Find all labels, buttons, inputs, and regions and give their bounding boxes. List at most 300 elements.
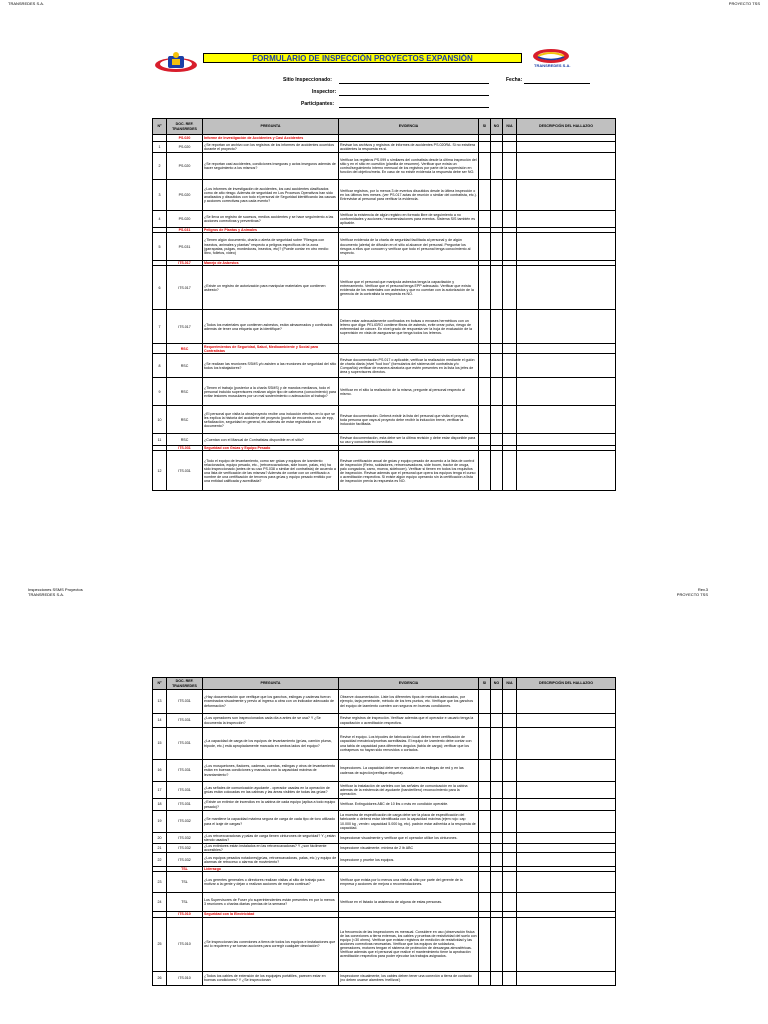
- no-checkbox-cell[interactable]: [491, 153, 503, 180]
- question-number: 8: [153, 354, 167, 378]
- na-checkbox-cell[interactable]: [503, 142, 517, 153]
- evidence-text: Verificar evidencia de la charla de seguridad facilitada al personal y de algún documento (alerta) de difusión en el sitio al alcance del personal. Preguntar los riesgos a ellos que conocen y verificar que todo el personal tenga conocimiento al respecto.: [339, 233, 479, 261]
- doc-ref: ITS.032: [167, 833, 203, 844]
- section-header-row: [153, 344, 616, 354]
- footer-revision: Rev.3: [697, 587, 708, 592]
- doc-ref: ITS.031: [167, 451, 203, 491]
- evidence-text: Revisar certificación anual de grúas y equipo pesado de acuerdo a la lista de control de inspección (Retro, soldadores, retroexcavadoras, side boom, tractor de oruga, palo congadora, carro, mueva, sideboom). Verificar si tienen en todos los requisitos de inspección. Revisar además que el personal que opera los equipos tenga el curso o acreditación respectiva. Si existe algún equipo operando sin la certificación a lista de inspección previa la respuesta es NO.: [339, 451, 479, 491]
- page-header-project: PROYECTO TSS: [728, 1, 760, 6]
- question-row: [153, 782, 616, 799]
- question-row: [153, 406, 616, 434]
- section-cell: [339, 135, 479, 142]
- evidence-text: Verificar la existencia de algún registro en formato libre de seguimiento a no conformidades y acciones / recomendaciones para eventos. Sistema SIS también es aplicable.: [339, 211, 479, 228]
- question-row: [153, 142, 616, 153]
- section-cell: [153, 135, 167, 142]
- question-number: 23: [153, 872, 167, 893]
- question-text: ¿Se reportan casi accidentes, condiciones inseguras y actos inseguros además de hacer seguimiento a los mismos?: [203, 153, 339, 180]
- no-checkbox-cell[interactable]: [491, 354, 503, 378]
- question-row: [153, 180, 616, 211]
- na-checkbox-cell[interactable]: [503, 354, 517, 378]
- no-checkbox-cell[interactable]: [491, 799, 503, 811]
- question-text: ¿Los retroexcavadoras y palas de carga tienen cinturones de seguridad? Y ¿están siendo usados?: [203, 833, 339, 844]
- question-row: [153, 690, 616, 714]
- no-checkbox-cell[interactable]: [491, 760, 503, 782]
- section-cell: [153, 344, 167, 354]
- question-row: [153, 354, 616, 378]
- question-text: ¿Los gerentes generales o directores realizan visitas al sitio de trabajo para motivar a la gente y dejan o realizan acciones de mejora continua?: [203, 872, 339, 893]
- sitio-label: Sitio Inspeccionado:: [283, 77, 332, 83]
- si-checkbox-cell[interactable]: [479, 233, 491, 261]
- hallazgo-input-cell[interactable]: [517, 451, 616, 491]
- doc-ref: ITS.031: [167, 728, 203, 760]
- na-checkbox-cell[interactable]: [503, 451, 517, 491]
- si-checkbox-cell[interactable]: [479, 844, 491, 853]
- evidence-text: Revisar documentación. Deberá existir la lista del personal que visita el proyecto, toda persona que vaya al proyecto debe recibir la inducción breve, verificar la inducción facilitada.: [339, 406, 479, 434]
- no-checkbox-cell[interactable]: [491, 971, 503, 985]
- question-row: [153, 714, 616, 728]
- doc-ref: TSL: [167, 893, 203, 912]
- section-code: PS.020: [167, 135, 203, 142]
- section-cell: [491, 344, 503, 354]
- section-code: RSC: [167, 344, 203, 354]
- question-row: [153, 799, 616, 811]
- na-checkbox-cell[interactable]: [503, 811, 517, 833]
- col-num-header: Nº: [153, 119, 167, 135]
- no-checkbox-cell[interactable]: [491, 728, 503, 760]
- question-row: [153, 872, 616, 893]
- question-text: ¿Se realizan las reuniones SSMS y/o asisten a las reuniones de seguridad del sitio todos los trabajadores?: [203, 354, 339, 378]
- na-checkbox-cell[interactable]: [503, 853, 517, 867]
- evidence-text: La frecuencia de las inspecciones es mensual. Considere en uso (observación física de las conexiones a tierra externas, los cables y pruebas de resistividad del suelo con equipo (<30 ohms). Verificar que existan registros de medición de resistividad y las acciones correctivas necesarias. Verificar que los equipos de soldadura, generadores, motores tengan el sistema de protección de descargas atmosféricas. Verificar además que el personal que realice el mantenimiento tiene la aprobación acreditación respectiva para poder ejecutar los trabajos asignados.: [339, 917, 479, 971]
- hallazgo-input-cell[interactable]: [517, 971, 616, 985]
- no-checkbox-cell[interactable]: [491, 782, 503, 799]
- no-checkbox-cell[interactable]: [491, 266, 503, 310]
- question-text: ¿Los extintores están instalados en las retroexcavadoras? Y ¿son fácilmente accesibles?: [203, 844, 339, 853]
- no-checkbox-cell[interactable]: [491, 917, 503, 971]
- footer-right: [677, 587, 708, 597]
- evidence-text: Verificar en el sitio la realización de la misma, pregunte al personal respecto al mismo.: [339, 378, 479, 406]
- si-checkbox-cell[interactable]: [479, 153, 491, 180]
- no-checkbox-cell[interactable]: [491, 406, 503, 434]
- question-row: [153, 853, 616, 867]
- question-row: [153, 153, 616, 180]
- hallazgo-input-cell[interactable]: [517, 434, 616, 446]
- question-row: [153, 760, 616, 782]
- question-text: ¿El personal que visita la obra/proyecto recibe una inducción efectiva en lo que se les explica la historia del accidente del proyecto (punto de encuentro, uso de epp, señalización, seguridad en general, etc además de estar registrada en un documento?: [203, 406, 339, 434]
- na-checkbox-cell[interactable]: [503, 893, 517, 912]
- question-row: [153, 310, 616, 344]
- si-checkbox-cell[interactable]: [479, 760, 491, 782]
- question-number: 6: [153, 266, 167, 310]
- question-text: ¿Se inspeccionan las conexiones a tierra de todos los equipos e instalaciones que así lo requieren y se toman acciones para corregir cualquier desviación?: [203, 917, 339, 971]
- evidence-text: Verificar registros, por lo menos 3 de eventos discutidos desde la última inspección o en los últimos tres meses. (ver PS.017 actas de reunión o similar del contratista, etc.). Entrevistar al personal para verificar la evidencia.: [339, 180, 479, 211]
- na-checkbox-cell[interactable]: [503, 844, 517, 853]
- page-header-company: TRANSREDES S.A.: [8, 1, 45, 6]
- question-number: 15: [153, 728, 167, 760]
- hallazgo-input-cell[interactable]: [517, 690, 616, 714]
- evidence-text: Observe documentación. Liste los diferentes tipos de metodos adecuados, por ejemplo, tarja penetrante, método de los tres puntos, etc. Verifique que los ganchos del equipo de izamiento cuenten con seguros en buenas condiciones.: [339, 690, 479, 714]
- company-logo-right: [526, 48, 576, 70]
- participantes-input[interactable]: [339, 107, 489, 108]
- form-title: FORMULARIO DE INSPECCIÓN PROYECTOS EXPANSIÓN: [203, 53, 522, 63]
- hallazgo-input-cell[interactable]: [517, 378, 616, 406]
- evidence-text: Deben estar adecuadamente confinados en bolsas o envases herméticos con un letrero que diga: PELIGRO contiene fibras de asbesto, evite crear polvo, riesgo de enfermedad de cáncer. En nivel grado de respuesta ver la hoja de evaluación de la supervisión en vista de asegurarse que tenga todos los letreros.: [339, 310, 479, 344]
- si-checkbox-cell[interactable]: [479, 728, 491, 760]
- na-checkbox-cell[interactable]: [503, 378, 517, 406]
- col-evidencia-header: EVIDENCIA: [339, 678, 479, 690]
- no-checkbox-cell[interactable]: [491, 690, 503, 714]
- no-checkbox-cell[interactable]: [491, 142, 503, 153]
- hallazgo-input-cell[interactable]: [517, 180, 616, 211]
- na-checkbox-cell[interactable]: [503, 782, 517, 799]
- hallazgo-input-cell[interactable]: [517, 917, 616, 971]
- na-checkbox-cell[interactable]: [503, 406, 517, 434]
- question-number: 14: [153, 714, 167, 728]
- inspection-table-page2: [152, 677, 616, 986]
- evidence-text: Revise el equipo. Los tripodes de fabricación local deben tener certificación de capacidad mecánica/pruebas acreditadas. El equipo de izamiento debe contar con una tabla de capacidad para diferentes ángulos (tabla de carga); verificar que los cortrapesos no hayan sido removidos o cortados.: [339, 728, 479, 760]
- question-row: [153, 893, 616, 912]
- si-checkbox-cell[interactable]: [479, 310, 491, 344]
- si-checkbox-cell[interactable]: [479, 406, 491, 434]
- hallazgo-input-cell[interactable]: [517, 354, 616, 378]
- doc-ref: ITS.032: [167, 853, 203, 867]
- question-text: ¿Cuentan con el Manual de Contratistas disponible en el sitio?: [203, 434, 339, 446]
- doc-ref: ITS.031: [167, 782, 203, 799]
- doc-ref: ITS.032: [167, 811, 203, 833]
- hallazgo-input-cell[interactable]: [517, 872, 616, 893]
- no-checkbox-cell[interactable]: [491, 833, 503, 844]
- hallazgo-input-cell[interactable]: [517, 266, 616, 310]
- si-checkbox-cell[interactable]: [479, 451, 491, 491]
- participantes-label: Participantes:: [301, 101, 335, 107]
- section-code: PS.031: [167, 228, 203, 233]
- question-row: [153, 266, 616, 310]
- si-checkbox-cell[interactable]: [479, 853, 491, 867]
- hallazgo-input-cell[interactable]: [517, 714, 616, 728]
- col-num-header: Nº: [153, 678, 167, 690]
- no-checkbox-cell[interactable]: [491, 211, 503, 228]
- doc-ref: TSL: [167, 872, 203, 893]
- hallazgo-input-cell[interactable]: [517, 893, 616, 912]
- hallazgo-input-cell[interactable]: [517, 799, 616, 811]
- fecha-input[interactable]: [524, 83, 590, 84]
- question-row: [153, 844, 616, 853]
- question-text: ¿Las señales de comunicación ayudante - operador usadas en la operación de grúas están colocadas en las cabinas y las áreas visibles de todas las grúas?: [203, 782, 339, 799]
- question-text: ¿Se mantiene la capacidad máxima segura de carga de cada tipo de toro utilizado para el izaje de cargas?: [203, 811, 339, 833]
- col-evidencia-header: EVIDENCIA: [339, 119, 479, 135]
- si-checkbox-cell[interactable]: [479, 180, 491, 211]
- doc-ref: PS.020: [167, 180, 203, 211]
- col-na-header: N/A: [503, 678, 517, 690]
- col-si-header: SI: [479, 678, 491, 690]
- question-number: 11: [153, 434, 167, 446]
- question-number: 18: [153, 799, 167, 811]
- evidence-text: Verificar que exista por lo menos una visita al sitio por parte del gerente de la empresa y acciones de mejora o recomendaciones.: [339, 872, 479, 893]
- section-title: Seguridad con la Electricidad: [203, 912, 339, 917]
- na-checkbox-cell[interactable]: [503, 180, 517, 211]
- evidence-text: Verificar en el listado la asistencia de alguna de estas personas.: [339, 893, 479, 912]
- hallazgo-input-cell[interactable]: [517, 844, 616, 853]
- question-number: 22: [153, 853, 167, 867]
- question-number: 13: [153, 690, 167, 714]
- question-text: ¿Los operadores son inspeccionados cada día a antes de se usa? Y ¿Se documenta la inspección?: [203, 714, 339, 728]
- question-number: 16: [153, 760, 167, 782]
- na-checkbox-cell[interactable]: [503, 690, 517, 714]
- question-row: [153, 811, 616, 833]
- si-checkbox-cell[interactable]: [479, 434, 491, 446]
- question-text: ¿Los informes de investigación de accidentes, los casi accidentes clasificados como de alto riesgo. Además de seguridad en Los Procesos Operativos han sido analizados y discutidos con todo el personal de Seguridad identificando las causas y acciones correctivas para cada evento?: [203, 180, 339, 211]
- doc-ref: PS.020: [167, 153, 203, 180]
- na-checkbox-cell[interactable]: [503, 714, 517, 728]
- hallazgo-input-cell[interactable]: [517, 782, 616, 799]
- question-number: 20: [153, 833, 167, 844]
- no-checkbox-cell[interactable]: [491, 451, 503, 491]
- evidence-text: Revisar documentación, esta debe ser la última revisión y debe estar disponible para su uso y conocimiento inmediato.: [339, 434, 479, 446]
- inspector-input[interactable]: [339, 95, 489, 96]
- si-checkbox-cell[interactable]: [479, 799, 491, 811]
- na-checkbox-cell[interactable]: [503, 266, 517, 310]
- sitio-input[interactable]: [339, 83, 489, 84]
- section-cell: [479, 344, 491, 354]
- evidence-text: Inspeccione visualmente, los cables deben tener una conexión a tierra de contacto (no deben usarse alambres 'mellizos'): [339, 971, 479, 985]
- question-text: ¿Los mosquetones, fiadores, cadenas, cuerdas, eslingas y otros de levantamiento están en buenas condiciones y marcados con la capacidad máxima de levantamiento?: [203, 760, 339, 782]
- question-text: ¿Todos los cables de extensión de los equipajes portátiles, parecen estar en buenas condiciones? Y ¿Se inspeccionan: [203, 971, 339, 985]
- section-title: Manejo de Asbestos: [203, 261, 339, 266]
- section-cell: [491, 135, 503, 142]
- hallazgo-input-cell[interactable]: [517, 153, 616, 180]
- hallazgo-input-cell[interactable]: [517, 211, 616, 228]
- doc-ref: RSC: [167, 378, 203, 406]
- si-checkbox-cell[interactable]: [479, 142, 491, 153]
- no-checkbox-cell[interactable]: [491, 378, 503, 406]
- question-number: 19: [153, 811, 167, 833]
- question-number: 17: [153, 782, 167, 799]
- na-checkbox-cell[interactable]: [503, 153, 517, 180]
- section-code: ITS.031: [167, 446, 203, 451]
- question-number: 7: [153, 310, 167, 344]
- doc-ref: RSC: [167, 406, 203, 434]
- question-row: [153, 211, 616, 228]
- si-checkbox-cell[interactable]: [479, 782, 491, 799]
- doc-ref: PS.020: [167, 142, 203, 153]
- na-checkbox-cell[interactable]: [503, 310, 517, 344]
- hallazgo-input-cell[interactable]: [517, 406, 616, 434]
- hallazgo-input-cell[interactable]: [517, 728, 616, 760]
- si-checkbox-cell[interactable]: [479, 893, 491, 912]
- question-text: ¿Se lleva un registro de sucesos, medios accidentes y se hace seguimiento a las acciones correctivas y preventivas?: [203, 211, 339, 228]
- no-checkbox-cell[interactable]: [491, 434, 503, 446]
- question-number: 21: [153, 844, 167, 853]
- no-checkbox-cell[interactable]: [491, 310, 503, 344]
- evidence-text: Verificar que el personal que manipula asbestos tenga la capacitación y entrenamiento. Verificar que el personal tenga EPP adecuado. Verificar que exista evidencia de los materiales con asbestos y que no cuentan con la autorización de la gerencia de la contratista la respuesta es NO.: [339, 266, 479, 310]
- question-number: 26: [153, 971, 167, 985]
- doc-ref: PS.031: [167, 233, 203, 261]
- inspection-table-page1: [152, 118, 616, 491]
- section-cell: [517, 135, 616, 142]
- evidence-text: Revisar los archivos y registros de informes de accidentes PS.020RA. Si no existiera accidentes la respuesta es si.: [339, 142, 479, 153]
- si-checkbox-cell[interactable]: [479, 354, 491, 378]
- no-checkbox-cell[interactable]: [491, 893, 503, 912]
- evidence-text: Verificar. Extinguidores ABC de 10 lbs o más en condición operable.: [339, 799, 479, 811]
- fecha-label: Fecha:: [506, 77, 523, 83]
- hallazgo-input-cell[interactable]: [517, 811, 616, 833]
- na-checkbox-cell[interactable]: [503, 872, 517, 893]
- si-checkbox-cell[interactable]: [479, 971, 491, 985]
- question-row: [153, 728, 616, 760]
- section-cell: [517, 344, 616, 354]
- doc-ref: ITS.031: [167, 799, 203, 811]
- no-checkbox-cell[interactable]: [491, 714, 503, 728]
- question-number: 3: [153, 180, 167, 211]
- na-checkbox-cell[interactable]: [503, 728, 517, 760]
- si-checkbox-cell[interactable]: [479, 833, 491, 844]
- company-logo-left: [153, 50, 199, 74]
- section-code: ITS.010: [167, 912, 203, 917]
- question-row: [153, 434, 616, 446]
- doc-ref: ITS.032: [167, 844, 203, 853]
- doc-ref: ITS.010: [167, 971, 203, 985]
- na-checkbox-cell[interactable]: [503, 833, 517, 844]
- section-cell: [479, 135, 491, 142]
- na-checkbox-cell[interactable]: [503, 799, 517, 811]
- col-hallazgo-header: DESCRIPCIÓN DEL HALLAZGO: [517, 678, 616, 690]
- si-checkbox-cell[interactable]: [479, 266, 491, 310]
- si-checkbox-cell[interactable]: [479, 917, 491, 971]
- question-number: 25: [153, 917, 167, 971]
- no-checkbox-cell[interactable]: [491, 233, 503, 261]
- doc-ref: ITS.010: [167, 917, 203, 971]
- inspector-label: Inspector:: [312, 89, 337, 95]
- question-row: [153, 917, 616, 971]
- hallazgo-input-cell[interactable]: [517, 233, 616, 261]
- section-code: ITS.017: [167, 261, 203, 266]
- question-number: 24: [153, 893, 167, 912]
- section-title: Informe de Investigación de Accidentes y Casi Accidentes: [203, 135, 339, 142]
- doc-ref: PS.020: [167, 211, 203, 228]
- question-text: ¿Se reportan un archivo con los registros de los informes de accidentes ocurridos durante el proyecto?: [203, 142, 339, 153]
- footer-company: TRANSREDES S.A.: [28, 592, 65, 598]
- logo-right-text: TRANSREDES S.A.: [534, 63, 571, 68]
- si-checkbox-cell[interactable]: [479, 690, 491, 714]
- question-number: 5: [153, 233, 167, 261]
- no-checkbox-cell[interactable]: [491, 811, 503, 833]
- col-hallazgo-header: DESCRIPCIÓN DEL HALLAZGO: [517, 119, 616, 135]
- doc-ref: ITS.031: [167, 714, 203, 728]
- na-checkbox-cell[interactable]: [503, 211, 517, 228]
- evidence-text: Revisar documentación PS.017 o aplicable, verificar la realización mediante el guión de charla diaria (nivel "tool box" (formularios del sistema del contratista y/o Compañía) verificar de manera aleatoria que estén presentes en la lista los jefes de área y supervisores directos.: [339, 354, 479, 378]
- question-number: 12: [153, 451, 167, 491]
- evidence-text: Verificar los registros PS.099 u similares del contratista desde la última inspección del sitio y en el sitio en cuestión (planilla de resumen). Verificar que exista un control/seguimiento interno mensual de los registros por parte de la supervisión en función del objetivo/meta. En caso de no existir evidencia la respuesta debe ser NO.: [339, 153, 479, 180]
- si-checkbox-cell[interactable]: [479, 714, 491, 728]
- evidence-text: Inspeccione visualmente. mínima de 2 lb ABC: [339, 844, 479, 853]
- question-text: ¿Hay documentación que verifique que los ganchos, eslingas y cadenas fueron examinados visualmente y previo al ingreso a obra con un indicador adecuado de deformación?: [203, 690, 339, 714]
- hallazgo-input-cell[interactable]: [517, 833, 616, 844]
- question-row: [153, 451, 616, 491]
- no-checkbox-cell[interactable]: [491, 872, 503, 893]
- footer-doc-name: Inspecciones SSMS Proyectos: [28, 587, 83, 592]
- section-title: Requerimientos de Seguridad, Salud, Medioambiente y Social para Contratistas: [203, 344, 339, 354]
- si-checkbox-cell[interactable]: [479, 811, 491, 833]
- evidence-text: Inspeccione y pruebe los equipos.: [339, 853, 479, 867]
- section-cell: [339, 344, 479, 354]
- footer-project: PROYECTO TSS: [676, 592, 708, 598]
- col-docref-header: DOC. REF. TRANSREDES: [167, 119, 203, 135]
- question-text: ¿Tienen algún documento, charla o alerta de seguridad sobre "Riesgos con insectos, animales y plantas" respecto a peligros específicos de la zona (garrapatas, pulgas, mordeduras, insectos, etc)? (Puede contar en otro medio: libro, folletos, video): [203, 233, 339, 261]
- section-code: TSL: [167, 867, 203, 872]
- si-checkbox-cell[interactable]: [479, 211, 491, 228]
- na-checkbox-cell[interactable]: [503, 971, 517, 985]
- question-text: Los Supervisores de Fuser y/o superintendentes están presentes en por lo menos 3 reuniones o charlas diarias previas de la semana?: [203, 893, 339, 912]
- question-row: [153, 378, 616, 406]
- hallazgo-input-cell[interactable]: [517, 853, 616, 867]
- si-checkbox-cell[interactable]: [479, 378, 491, 406]
- section-cell: [503, 344, 517, 354]
- section-header-row: [153, 135, 616, 142]
- section-cell: [503, 135, 517, 142]
- question-number: 9: [153, 378, 167, 406]
- question-number: 1: [153, 142, 167, 153]
- doc-ref: RSC: [167, 434, 203, 446]
- question-text: ¿La capacidad de carga de los equipos de levantamiento (grúas, camión pluma, tripode, etc.) está apropiadamente marcada en ambos lados del equipo?: [203, 728, 339, 760]
- no-checkbox-cell[interactable]: [491, 844, 503, 853]
- evidence-text: Revise registros de inspección. Verificar además que el operador e usuario tenga la capacitación o acreditación respectiva.: [339, 714, 479, 728]
- question-number: 4: [153, 211, 167, 228]
- na-checkbox-cell[interactable]: [503, 434, 517, 446]
- doc-ref: ITS.017: [167, 266, 203, 310]
- section-title: Peligros de Plantas y Animales: [203, 228, 339, 233]
- question-text: ¿Existe un extintor de incendios en la cabina de cada equipo (aplica a todo equipo pesado)?: [203, 799, 339, 811]
- col-pregunta-header: PREGUNTA: [203, 119, 339, 135]
- na-checkbox-cell[interactable]: [503, 760, 517, 782]
- doc-ref: RSC: [167, 354, 203, 378]
- evidence-text: Verificar la instalación de carteles con las señales de comunicación en la cabina además de la existencia del ayudante (banderillero) reconocimiento para la operación.: [339, 782, 479, 799]
- col-docref-header: DOC. REF. TRANSREDES: [167, 678, 203, 690]
- col-na-header: N/A: [503, 119, 517, 135]
- no-checkbox-cell[interactable]: [491, 853, 503, 867]
- hallazgo-input-cell[interactable]: [517, 310, 616, 344]
- question-number: 2: [153, 153, 167, 180]
- question-row: [153, 833, 616, 844]
- col-no-header: NO: [491, 119, 503, 135]
- evidence-text: Inspeccionar visualmente y verificar que el operador utilice los cinturones.: [339, 833, 479, 844]
- col-pregunta-header: PREGUNTA: [203, 678, 339, 690]
- question-text: ¿Tienen el trabajo (posterior a la charla SSMS) y de mandos medianos, todo el personal incluido supervisores realizan algún tipo de cabecera (conocimiento) para evitar lesiones musculares por un mal sostenimiento o adecuación al trabajo?: [203, 378, 339, 406]
- question-row: [153, 233, 616, 261]
- col-no-header: NO: [491, 678, 503, 690]
- evidence-text: Inspecciones. La capacidad debe ser marcada en las eslingas de red y en las cadenas de sujeción(verifique etiqueta).: [339, 760, 479, 782]
- col-si-header: SI: [479, 119, 491, 135]
- doc-ref: ITS.031: [167, 760, 203, 782]
- section-title: Seguridad con Grúas y Equipo Pesado: [203, 446, 339, 451]
- doc-ref: ITS.017: [167, 310, 203, 344]
- question-text: ¿Todo el equipo de levantamiento, como ser grúas y equipos de izamiento relacionados, equipo pesado, etc., (retroexcavadoras, side boom, palas, etc) ha sido inspeccionado (antes de su uso PS.038 o similar del contratista) de acuerdo a una lista de verificación de las mismas? Además de contar con un certificado a nombre de una certificación de terceros para grúas y equipo pesado emitido por una entidad calificada y acreditada?: [203, 451, 339, 491]
- question-row: [153, 971, 616, 985]
- hallazgo-input-cell[interactable]: [517, 142, 616, 153]
- footer-left: [28, 587, 83, 597]
- na-checkbox-cell[interactable]: [503, 233, 517, 261]
- question-text: ¿Todos los materiales que contienen asbestos, están almacenados y confinados además de tener una etiqueta que la identifique?: [203, 310, 339, 344]
- na-checkbox-cell[interactable]: [503, 917, 517, 971]
- no-checkbox-cell[interactable]: [491, 180, 503, 211]
- question-text: ¿Los equipos pesados notadores(grúas, retroexcavadoras, palas, etc.) y equipo de alarmas de retroceso o alarma de movimiento?: [203, 853, 339, 867]
- hallazgo-input-cell[interactable]: [517, 760, 616, 782]
- section-title: Liderazgo: [203, 867, 339, 872]
- evidence-text: La muestra de especificación de carga debe ser la placa de especificación del fabricante o deberá estar identificada con la capacidad máxima (ejem rojo: cap 10.000 kg , verde= capacidad 5.000 kg, etc). padrón estar adherida a la respuesta de capacidad.: [339, 811, 479, 833]
- question-number: 10: [153, 406, 167, 434]
- doc-ref: ITS.031: [167, 690, 203, 714]
- question-text: ¿Existe un registro de autorización para manipular materiales que contienen asbesto?: [203, 266, 339, 310]
- si-checkbox-cell[interactable]: [479, 872, 491, 893]
